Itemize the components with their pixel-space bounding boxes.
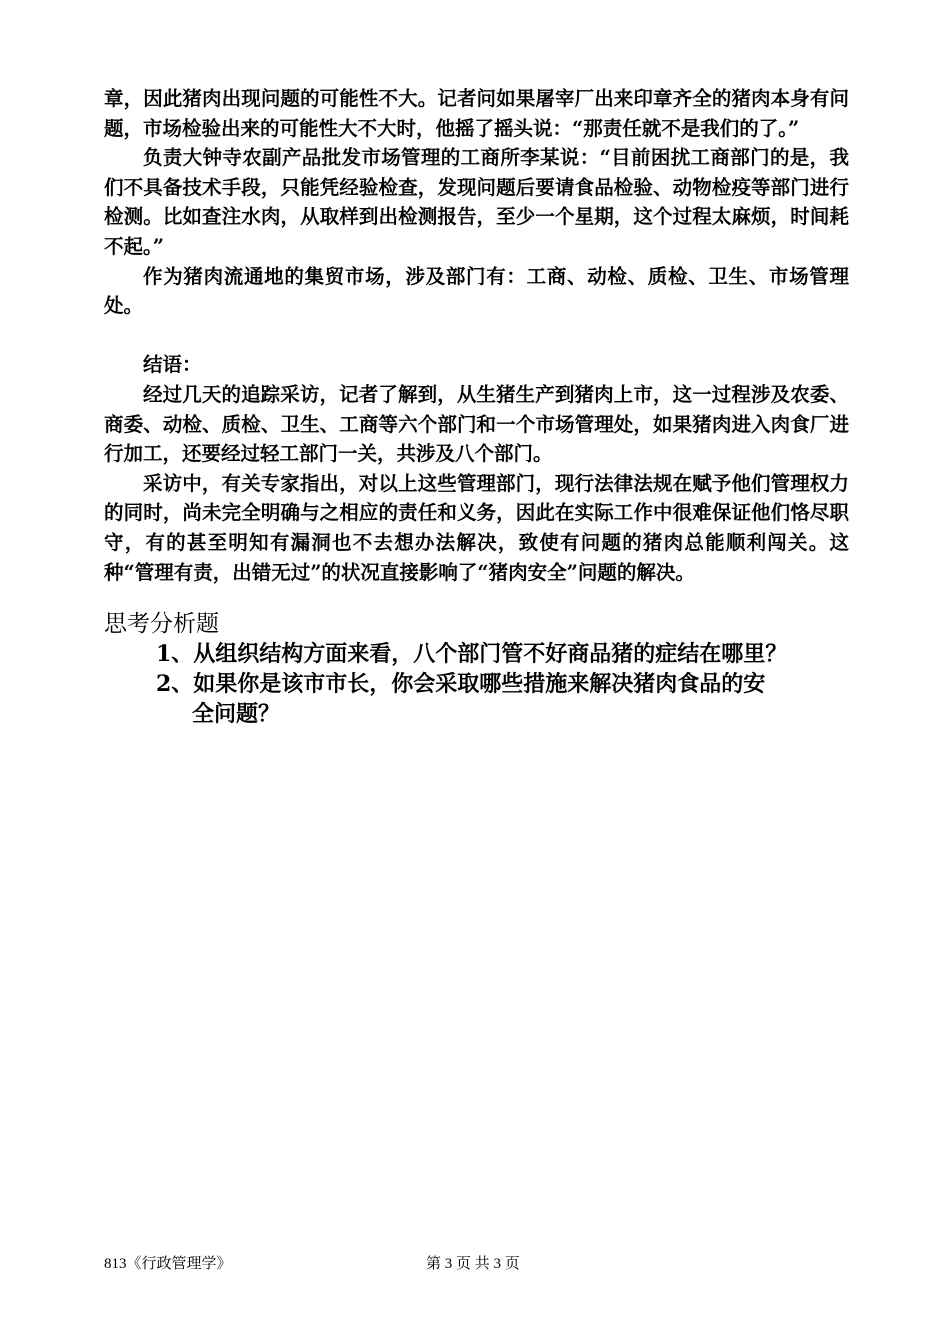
footer-page-number: 第 3 页 共 3 页 [426, 1256, 520, 1272]
conclusion-paragraph-1: 经过几天的追踪采访，记者了解到，从生猪生产到猪肉上市，这一过程涉及农委、商委、动检、质检、卫生、工商等六个部门和一个市场管理处，如果猪肉进入肉食厂进行加工，还要经过轻工部门一关，共涉及八个部门。 [104, 382, 849, 466]
paragraph-2: 负责大钟寺农副产品批发市场管理的工商所李某说：“目前困扰工商部门的是，我们不具备技术手段，只能凭经验检查，发现问题后要请食品检验、动物检疫等部门进行检测。比如查注水肉，从取样到出检测报告，至少一个星期，这个过程太麻烦，时间耗不起。” [104, 146, 849, 258]
document-body [104, 84, 849, 729]
conclusion-label: 结语： [143, 353, 202, 377]
paragraph-1: 章，因此猪肉出现问题的可能性不大。记者问如果屠宰厂出来印章齐全的猪肉本身有问题，市场检验出来的可能性大不大时，他摇了摇头说：“那责任就不是我们的了。” [104, 87, 849, 140]
questions-title: 思考分析题 [104, 611, 219, 638]
question-2-line-2: 全问题？ [192, 701, 281, 728]
question-2 [156, 669, 856, 729]
question-1: 1、从组织结构方面来看，八个部门管不好商品猪的症结在哪里？ [156, 641, 788, 668]
question-list [104, 639, 849, 729]
conclusion-paragraph-2: 采访中，有关专家指出，对以上这些管理部门，现行法律法规在赋予他们管理权力的同时，尚未完全明确与之相应的责任和义务，因此在实际工作中很难保证他们恪尽职守，有的甚至明知有漏洞也不去想办法解决，致使有问题的猪肉总能顺利闯关。这种“管理有责，出错无过”的状况直接影响了“猪肉安全”问题的解决。 [104, 471, 849, 584]
question-2-line-1: 2、如果你是该市市长，你会采取哪些措施来解决猪肉食品的安 [156, 671, 766, 698]
blank-line [104, 321, 849, 351]
footer-course: 813《行政管理学》 [104, 1256, 232, 1272]
paragraph-3: 作为猪肉流通地的集贸市场，涉及部门有：工商、动检、质检、卫生、市场管理处。 [104, 264, 849, 318]
